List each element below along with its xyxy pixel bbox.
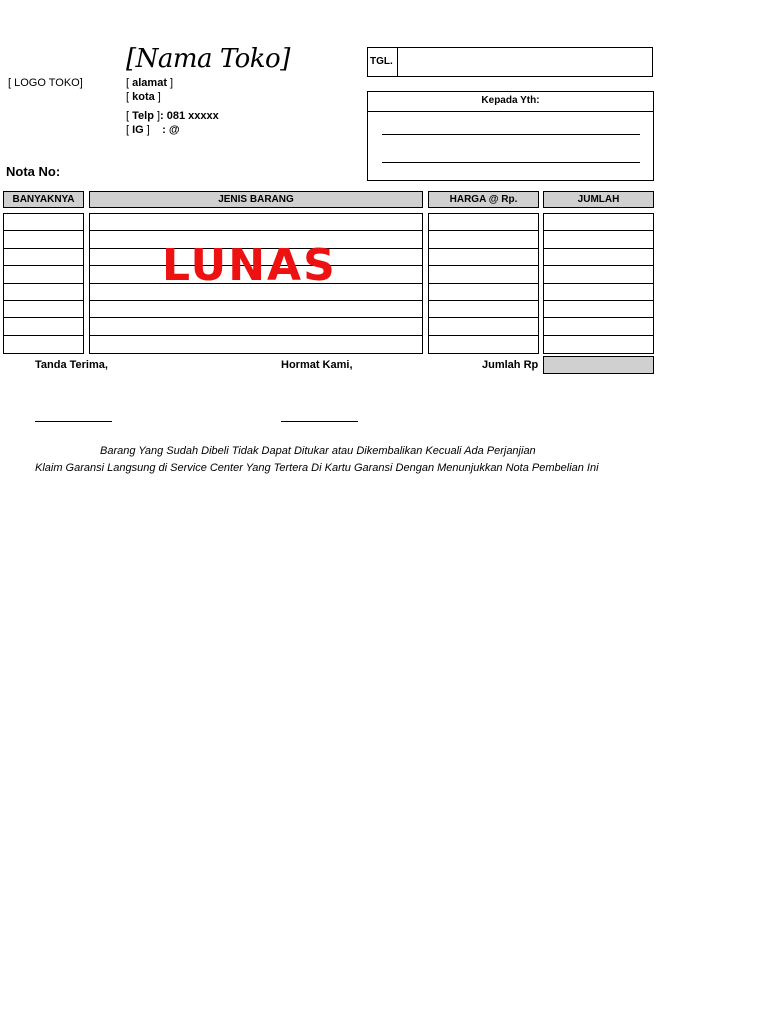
total-label: Jumlah Rp	[482, 359, 539, 371]
table-row	[429, 231, 538, 248]
table-row	[4, 284, 83, 301]
store-city-text: kota	[132, 91, 155, 103]
store-address: [ alamat ]	[126, 77, 174, 89]
column-quantity	[3, 191, 84, 354]
date-box	[367, 47, 653, 77]
store-phone-label: Telp	[132, 110, 154, 122]
recipient-label: Kepada Yth:	[368, 92, 653, 112]
recipient-box	[367, 91, 654, 181]
table-row	[544, 266, 653, 283]
table-row	[90, 318, 422, 335]
table-row	[429, 336, 538, 353]
table-row	[4, 266, 83, 283]
store-ig-label: IG	[132, 124, 144, 136]
sender-signature-line	[281, 421, 358, 422]
table-row	[544, 318, 653, 335]
warranty-note: Klaim Garansi Langsung di Service Center Yang Tertera Di Kartu Garansi Dengan Menunjukkan Nota Pembelian Ini	[35, 462, 599, 474]
date-label: TGL.	[368, 48, 398, 76]
table-row	[429, 249, 538, 266]
store-name: [Nama Toko]	[126, 44, 290, 74]
column-price	[428, 191, 539, 354]
store-city: [ kota ]	[126, 91, 161, 103]
table-row	[544, 249, 653, 266]
recipient-line-2	[382, 162, 640, 163]
receiver-label: Tanda Terima,	[35, 359, 108, 371]
total-amount-box	[543, 356, 654, 374]
table-row	[429, 284, 538, 301]
header-item: JENIS BARANG	[89, 191, 423, 208]
table-row	[544, 301, 653, 318]
store-ig: [ IG ] : @	[126, 124, 180, 136]
table-row	[4, 336, 83, 353]
sender-label: Hormat Kami,	[281, 359, 353, 371]
logo-placeholder: [ LOGO TOKO]	[8, 77, 83, 89]
table-row	[90, 301, 422, 318]
table-row	[429, 214, 538, 231]
column-quantity-body	[3, 213, 84, 354]
column-price-body	[428, 213, 539, 354]
paid-stamp: LUNAS	[162, 240, 337, 291]
store-address-text: alamat	[132, 77, 167, 89]
table-row	[544, 336, 653, 353]
table-row	[90, 214, 422, 231]
table-row	[544, 231, 653, 248]
table-row	[4, 301, 83, 318]
table-row	[4, 318, 83, 335]
table-row	[4, 249, 83, 266]
table-row	[4, 214, 83, 231]
return-policy-note: Barang Yang Sudah Dibeli Tidak Dapat Ditukar atau Dikembalikan Kecuali Ada Perjanjian	[100, 445, 536, 457]
table-row	[4, 231, 83, 248]
header-total: JUMLAH	[543, 191, 654, 208]
table-row	[544, 284, 653, 301]
table-row	[429, 301, 538, 318]
header-price: HARGA @ Rp.	[428, 191, 539, 208]
table-row	[544, 214, 653, 231]
table-row	[429, 266, 538, 283]
nota-number-label: Nota No:	[6, 164, 61, 179]
store-phone-value: : 081 xxxxx	[160, 110, 219, 122]
table-row	[90, 336, 422, 353]
header-quantity: BANYAKNYA	[3, 191, 84, 208]
receiver-signature-line	[35, 421, 112, 422]
column-total-body	[543, 213, 654, 354]
column-total	[543, 191, 654, 354]
store-phone: [ Telp ]: 081 xxxxx	[126, 110, 219, 122]
table-row	[429, 318, 538, 335]
recipient-line-1	[382, 134, 640, 135]
store-ig-value: : @	[162, 124, 180, 136]
